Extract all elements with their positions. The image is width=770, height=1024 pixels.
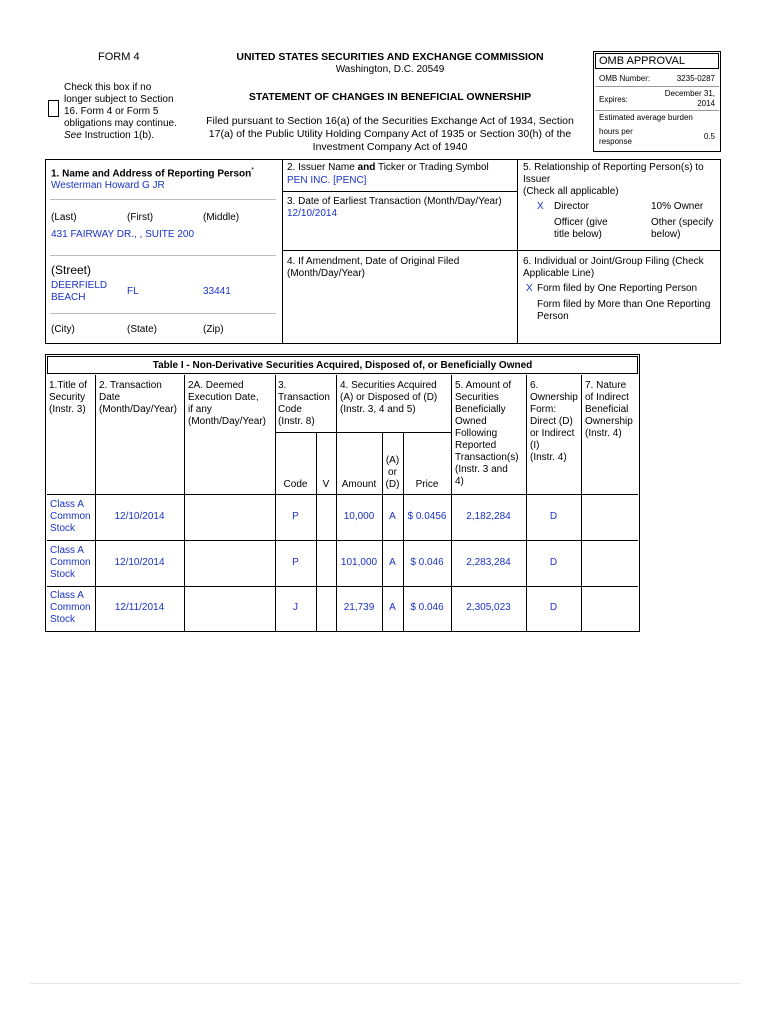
no-longer-subject-checkbox[interactable] (48, 100, 59, 117)
earliest-transaction-value: 12/10/2014 (287, 208, 338, 219)
col-title-of-security: 1.Title of Security (Instr. 3) (49, 380, 87, 415)
row3-price: $ 0.046 (410, 602, 444, 613)
street-address: 431 FAIRWAY DR., , SUITE 200 (51, 229, 195, 240)
row2-code: P (292, 557, 299, 568)
row3-owned: 2,305,023 (466, 602, 511, 613)
row1-form: D (549, 511, 558, 522)
row2-date: 12/10/2014 (114, 557, 165, 568)
row1-a-or-d: A (389, 511, 396, 522)
col-transaction-date: 2. Transaction Date (Month/Day/Year) (99, 380, 177, 415)
omb-expires-label: Expires: (599, 95, 628, 104)
row1-title: Class A Common Stock (50, 499, 91, 534)
last-label: (Last) (51, 212, 77, 223)
row3-a-or-d: A (389, 602, 396, 613)
omb-expires-value: December 31, 2014 (664, 89, 715, 108)
one-person-mark[interactable]: X (526, 283, 533, 294)
table-title: Table I - Non-Derivative Securities Acquired, Disposed of, or Beneficially Owned (152, 360, 533, 371)
other-label: Other (specify below) (651, 217, 714, 240)
row2-form: D (549, 557, 558, 568)
col-deemed-execution-date: 2A. Deemed Execution Date, if any (Month/Day/Year) (188, 380, 266, 427)
row2-title: Class A Common Stock (50, 545, 91, 580)
col-amount-owned: 5. Amount of Securities Beneficially Owned Following Reported Transaction(s) (Instr. 3 and 4) (455, 380, 519, 487)
zip-value: 33441 (203, 286, 231, 297)
reporting-person-title: 1. Name and Address of Reporting Person* (51, 167, 254, 180)
relationship-title: 5. Relationship of Reporting Person(s) to Issuer (Check all applicable) (523, 162, 704, 197)
first-label: (First) (127, 212, 154, 223)
agency-city: Washington, D.C. 20549 (335, 64, 445, 75)
col-securities-acquired: 4. Securities Acquired (A) or Disposed of (D) (Instr. 3, 4 and 5) (340, 380, 438, 415)
row1-date: 12/10/2014 (114, 511, 165, 522)
reporting-person-name: Westerman Howard G JR (51, 180, 165, 191)
omb-title: OMB APPROVAL (599, 55, 685, 67)
col-transaction-code: 3. Transaction Code (Instr. 8) (278, 380, 330, 427)
issuer-name-title: 2. Issuer Name and Ticker or Trading Symbol (287, 162, 489, 173)
row3-code: J (293, 602, 298, 613)
more-persons-label: Form filed by More than One Reporting Person (537, 299, 711, 322)
city-value: DEERFIELD BEACH (51, 280, 108, 303)
agency-title: UNITED STATES SECURITIES AND EXCHANGE COMMISSION (236, 51, 544, 63)
filing-type-title: 6. Individual or Joint/Group Filing (Check Applicable Line) (523, 256, 704, 279)
col-nature-of-ownership: 7. Nature of Indirect Beneficial Ownership (Instr. 4) (585, 380, 633, 439)
row3-title: Class A Common Stock (50, 590, 91, 625)
subcol-a-or-d: (A) or (D) (385, 455, 400, 490)
subcol-amount: Amount (341, 479, 377, 490)
city-label: (City) (51, 324, 75, 335)
street-label: (Street) (51, 263, 92, 277)
row1-price: $ 0.0456 (407, 511, 447, 522)
row3-amount: 21,739 (343, 602, 375, 613)
form-label: FORM 4 (98, 51, 140, 63)
row3-form: D (549, 602, 558, 613)
state-value: FL (127, 286, 139, 297)
row1-code: P (292, 511, 299, 522)
row2-amount: 101,000 (340, 557, 378, 568)
subcol-price: Price (415, 479, 439, 490)
col-ownership-form: 6. Ownership Form: Direct (D) or Indirect (I) (Instr. 4) (530, 380, 578, 463)
zip-label: (Zip) (203, 324, 224, 335)
earliest-transaction-title: 3. Date of Earliest Transaction (Month/Day/Year) (287, 196, 502, 207)
middle-label: (Middle) (203, 212, 240, 223)
omb-number-value: 3235-0287 (676, 74, 715, 83)
omb-number-label: OMB Number: (599, 74, 651, 83)
footer-rule (30, 983, 740, 984)
director-mark[interactable]: X (537, 201, 544, 212)
director-label: Director (554, 201, 590, 212)
check-box-instructions: Check this box if no longer subject to Section 16. Form 4 or Form 5 obligations may continue. See Instruction 1(b). (64, 82, 177, 141)
subcol-v: V (322, 479, 330, 490)
omb-hours-value: 0.5 (703, 132, 715, 141)
row1-amount: 10,000 (343, 511, 375, 522)
subcol-code: Code (283, 479, 308, 490)
issuer-name-value: PEN INC. [PENC] (287, 175, 367, 186)
row2-owned: 2,283,284 (466, 557, 511, 568)
row3-date: 12/11/2014 (114, 602, 165, 613)
one-person-label: Form filed by One Reporting Person (537, 283, 698, 294)
amendment-title: 4. If Amendment, Date of Original Filed (Month/Day/Year) (287, 256, 460, 279)
row2-a-or-d: A (389, 557, 396, 568)
row1-owned: 2,182,284 (466, 511, 511, 522)
omb-burden-label: Estimated average burden (599, 113, 693, 122)
row2-price: $ 0.046 (410, 557, 444, 568)
statement-title: STATEMENT OF CHANGES IN BENEFICIAL OWNERSHIP (248, 91, 532, 103)
officer-label: Officer (give title below) (554, 217, 608, 240)
ten-percent-owner-label: 10% Owner (651, 201, 704, 212)
state-label: (State) (127, 324, 158, 335)
filed-pursuant-text: Filed pursuant to Section 16(a) of the Securities Exchange Act of 1934, Section 17(a) of the Public Utility Holding Company Act of 1935 or Section 30(h) of the Investment Company Act of 1940 (206, 115, 574, 153)
omb-hours-label: hours per response (599, 127, 633, 146)
